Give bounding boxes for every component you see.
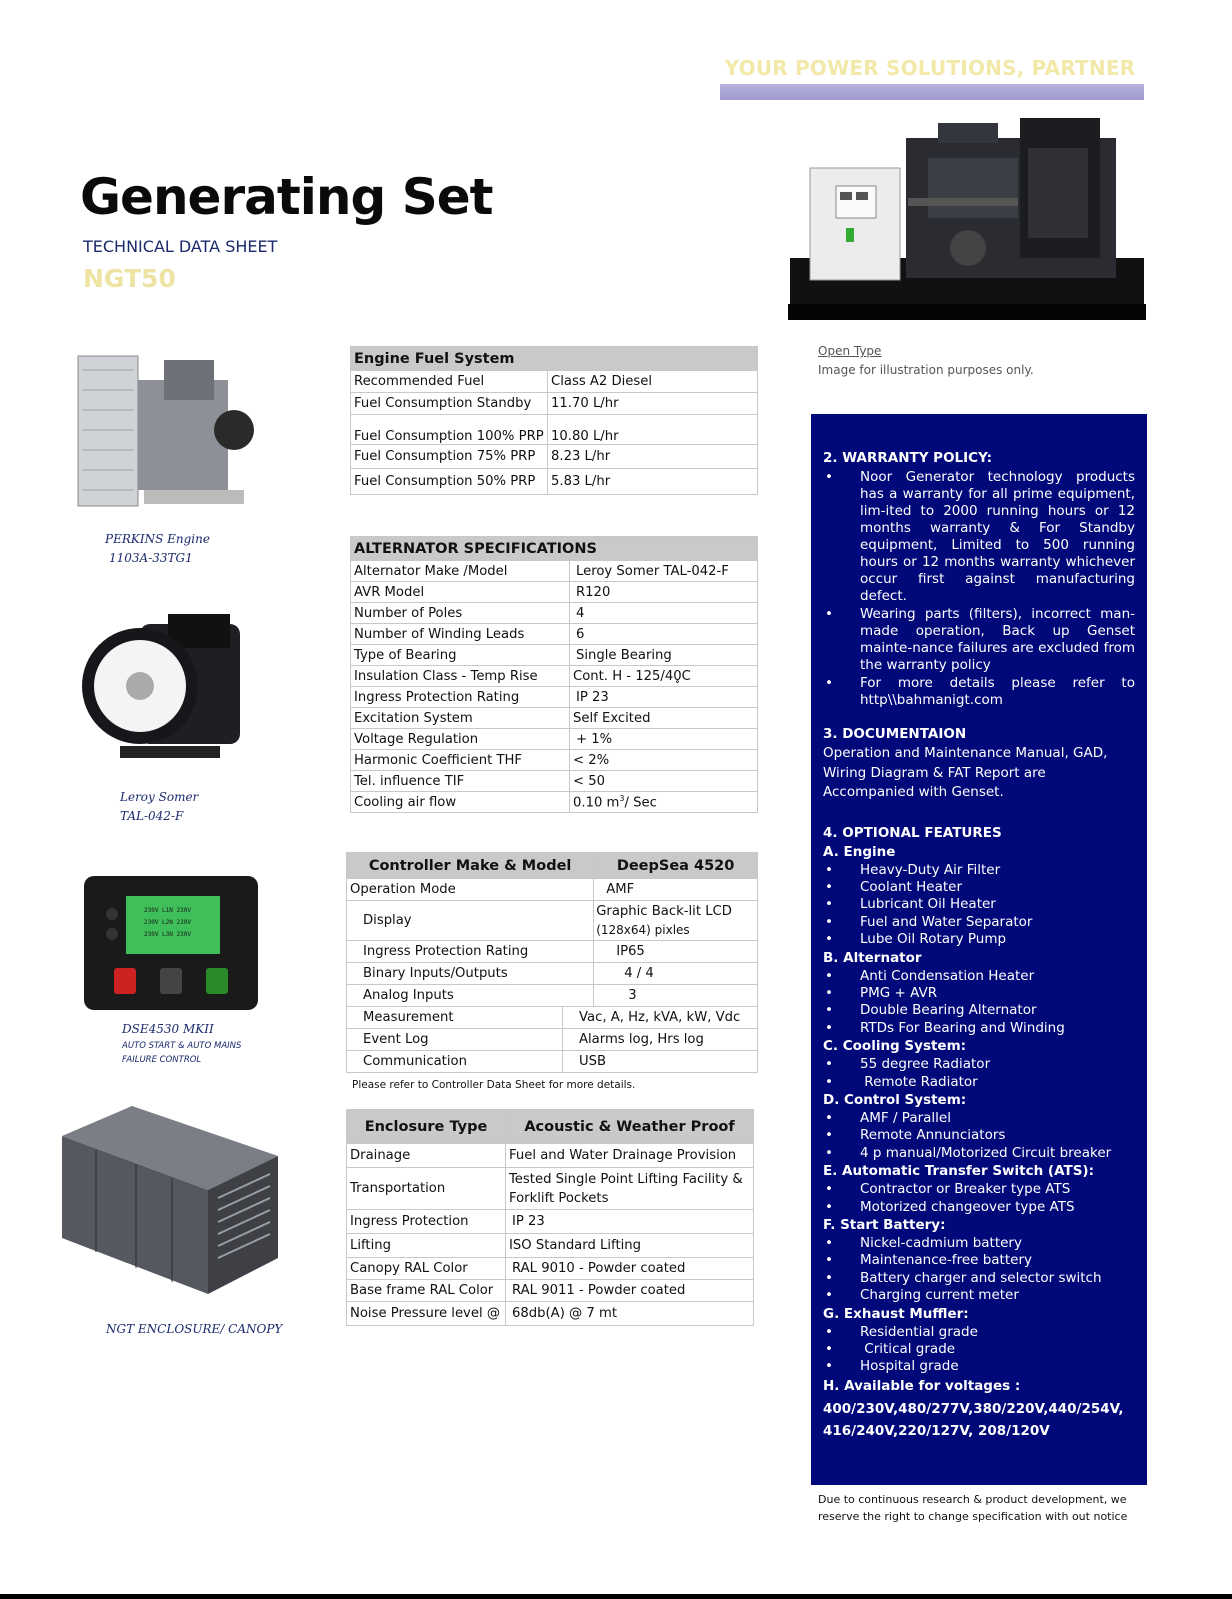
bottom-bar bbox=[0, 1594, 1232, 1599]
row-label: Noise Pressure level @ bbox=[347, 1302, 506, 1326]
row-value: Class A2 Diesel bbox=[548, 371, 758, 393]
list-item: • PMG + AVR bbox=[823, 985, 1135, 1002]
transport-value-line1: Tested Single Point Lifting Facility & bbox=[509, 1171, 743, 1187]
list-item: • Battery charger and selector switch bbox=[823, 1270, 1135, 1287]
list-item: • 55 degree Radiator bbox=[823, 1056, 1135, 1073]
fuel-table-title: Engine Fuel System bbox=[351, 347, 758, 371]
list-item: • Motorized changeover type ATS bbox=[823, 1199, 1135, 1216]
svg-text:230V L3N 230V: 230V L3N 230V bbox=[144, 931, 191, 938]
row-label: Ingress Protection bbox=[347, 1210, 506, 1234]
row-label: Base frame RAL Color bbox=[347, 1280, 506, 1302]
group-title: F. Start Battery: bbox=[823, 1217, 946, 1233]
row-value: 11.70 L/hr bbox=[548, 393, 758, 415]
list-item: • Anti Condensation Heater bbox=[823, 968, 1135, 985]
display-value-line1: Graphic Back-lit LCD bbox=[596, 903, 732, 919]
row-label: Excitation System bbox=[351, 708, 570, 729]
alternator-caption-line2: TAL-042-F bbox=[120, 809, 184, 823]
table-row bbox=[351, 687, 758, 708]
warranty-list bbox=[823, 469, 1135, 709]
row-value: 4 bbox=[570, 603, 758, 624]
row-value: 5.83 L/hr bbox=[548, 469, 758, 495]
list-item: • 4 p manual/Motorized Circuit breaker bbox=[823, 1145, 1135, 1162]
table-row bbox=[351, 771, 758, 792]
table-row bbox=[351, 582, 758, 603]
controller-note: Please refer to Controller Data Sheet for more details. bbox=[352, 1079, 636, 1091]
list-item: • Wearing parts (filters), incorrect man-made operation, Back up Genset mainte-nance failures are excluded from the warranty policy bbox=[823, 606, 1135, 674]
table-row bbox=[347, 985, 758, 1007]
row-value: Leroy Somer TAL-042-F bbox=[570, 561, 758, 582]
table-row bbox=[347, 963, 758, 985]
row-value: Fuel and Water Drainage Provision bbox=[506, 1144, 754, 1168]
row-label: AVR Model bbox=[351, 582, 570, 603]
table-row bbox=[351, 792, 758, 813]
row-label: Tel. influence TIF bbox=[351, 771, 570, 792]
row-label: Recommended Fuel bbox=[351, 371, 548, 393]
warranty-title: 2. WARRANTY POLICY: bbox=[823, 450, 993, 466]
row-value: R120 bbox=[570, 582, 758, 603]
row-label: Event Log bbox=[347, 1029, 563, 1051]
controller-caption-line1: DSE4530 MKII bbox=[122, 1022, 214, 1036]
optional-features-title: 4. OPTIONAL FEATURES bbox=[823, 824, 1002, 841]
row-label: Type of Bearing bbox=[351, 645, 570, 666]
enclosure-head-value: Acoustic & Weather Proof bbox=[506, 1110, 754, 1144]
row-value: IP 23 bbox=[506, 1210, 754, 1234]
group-title: A. Engine bbox=[823, 843, 896, 860]
row-label: Transportation bbox=[347, 1168, 506, 1210]
row-label: Communication bbox=[347, 1051, 563, 1073]
list-item: • Heavy-Duty Air Filter bbox=[823, 862, 1135, 879]
row-label: Ingress Protection Rating bbox=[347, 941, 594, 963]
engine-caption-line2: 1103A-33TG1 bbox=[109, 551, 193, 565]
table-header-row bbox=[351, 537, 758, 561]
row-label: Insulation Class - Temp Rise bbox=[351, 666, 570, 687]
table-row bbox=[347, 941, 758, 963]
row-value: 10.80 L/hr bbox=[548, 415, 758, 445]
table-row bbox=[347, 1029, 758, 1051]
alternator-specifications-table bbox=[350, 536, 758, 813]
row-value: 3 bbox=[594, 985, 758, 1007]
row-value: 4 / 4 bbox=[594, 963, 758, 985]
voltages-line2: 416/240V,220/127V, 208/120V bbox=[823, 1422, 1050, 1439]
row-label: Fuel Consumption 75% PRP bbox=[351, 445, 548, 469]
controller-head-label: Controller Make & Model bbox=[347, 853, 594, 879]
list-item: • Hospital grade bbox=[823, 1358, 1135, 1375]
row-label: Fuel Consumption 100% PRP bbox=[351, 415, 548, 445]
row-label: Analog Inputs bbox=[347, 985, 594, 1007]
list-item: • Critical grade bbox=[823, 1341, 1135, 1358]
table-row bbox=[347, 1210, 754, 1234]
row-label: Cooling air flow bbox=[351, 792, 570, 813]
alternator-caption bbox=[120, 788, 198, 826]
row-label: Operation Mode bbox=[347, 879, 594, 901]
engine-caption bbox=[105, 530, 210, 568]
list-item: • Contractor or Breaker type ATS bbox=[823, 1181, 1135, 1198]
enclosure-caption-line1: NGT ENCLOSURE/ CANOPY bbox=[106, 1322, 283, 1336]
group-title: D. Control System: bbox=[823, 1091, 967, 1108]
alternator-image bbox=[80, 614, 256, 764]
list-item: • For more details please refer to http\\bahmanigt.com bbox=[823, 675, 1135, 709]
svg-text:230V L1N 230V: 230V L1N 230V bbox=[144, 907, 191, 914]
footer-note: Due to continuous research & product development, we reserve the right to change specification with out notice bbox=[818, 1493, 1128, 1523]
row-label: Alternator Make /Model bbox=[351, 561, 570, 582]
row-label: Ingress Protection Rating bbox=[351, 687, 570, 708]
table-row bbox=[347, 1051, 758, 1073]
row-label: Harmonic Coefficient THF bbox=[351, 750, 570, 771]
optional-features bbox=[823, 843, 1135, 1442]
table-row bbox=[347, 1007, 758, 1029]
tagline: YOUR POWER SOLUTIONS, PARTNER bbox=[724, 56, 1136, 80]
enclosure-canopy-image bbox=[56, 1098, 282, 1304]
list-item: • AMF / Parallel bbox=[823, 1110, 1135, 1127]
enclosure-caption bbox=[106, 1320, 282, 1339]
documentation-title: 3. DOCUMENTAION bbox=[823, 726, 967, 742]
row-value: Self Excited bbox=[570, 708, 758, 729]
voltages-line1: 400/230V,480/277V,380/220V,440/254V, bbox=[823, 1400, 1124, 1417]
row-label: Binary Inputs/Outputs bbox=[347, 963, 594, 985]
table-row bbox=[351, 469, 758, 495]
table-row bbox=[351, 603, 758, 624]
table-row bbox=[351, 666, 758, 687]
row-value: < 50 bbox=[570, 771, 758, 792]
row-label: Number of Winding Leads bbox=[351, 624, 570, 645]
image-caption-note: Image for illustration purposes only. bbox=[818, 363, 1034, 377]
row-value bbox=[594, 901, 758, 941]
engine-fuel-system-table bbox=[350, 346, 758, 495]
table-row bbox=[351, 393, 758, 415]
page-title: Generating Set bbox=[80, 168, 493, 226]
row-value: 8.23 L/hr bbox=[548, 445, 758, 469]
group-title: B. Alternator bbox=[823, 949, 922, 966]
svg-text:230V L2N 230V: 230V L2N 230V bbox=[144, 919, 191, 926]
row-label: Fuel Consumption 50% PRP bbox=[351, 469, 548, 495]
airflow-value: 0.10 m bbox=[573, 795, 620, 811]
table-row bbox=[351, 445, 758, 469]
row-value: 68db(A) @ 7 mt bbox=[506, 1302, 754, 1326]
table-row bbox=[347, 901, 758, 941]
table-row bbox=[347, 879, 758, 901]
row-label: Display bbox=[347, 901, 594, 941]
row-label: Number of Poles bbox=[351, 603, 570, 624]
warranty-features-panel bbox=[811, 414, 1147, 1485]
table-header-row bbox=[347, 853, 758, 879]
page-subtitle: TECHNICAL DATA SHEET bbox=[83, 237, 278, 256]
alternator-caption-line1: Leroy Somer bbox=[120, 790, 199, 804]
controller-head-value: DeepSea 4520 bbox=[594, 853, 758, 879]
airflow-unit: / Sec bbox=[624, 795, 657, 811]
transport-value-line2: Forklift Pockets bbox=[509, 1190, 609, 1206]
display-value-line2: (128x64) pixles bbox=[596, 922, 690, 937]
row-value: Single Bearing bbox=[570, 645, 758, 666]
row-value: Vac, A, Hz, kVA, kW, Vdc bbox=[563, 1007, 758, 1029]
row-value: IP 23 bbox=[570, 687, 758, 708]
table-header-row bbox=[351, 347, 758, 371]
row-label: Lifting bbox=[347, 1234, 506, 1258]
table-row bbox=[347, 1144, 754, 1168]
airflow-superscript: 3 bbox=[619, 793, 625, 803]
table-row bbox=[351, 645, 758, 666]
row-value: AMF bbox=[594, 879, 758, 901]
row-value bbox=[506, 1168, 754, 1210]
list-item: • Lubricant Oil Heater bbox=[823, 896, 1135, 913]
row-label: Fuel Consumption Standby bbox=[351, 393, 548, 415]
list-item: • Noor Generator technology products has a warranty for all prime equipment, lim-ited to 2000 running hours or 12 months warranty & For Standby equipment, Limited to 500 running hours or 12 months warranty whichever occur first against manufacturing defect. bbox=[823, 469, 1135, 605]
row-label: Measurement bbox=[347, 1007, 563, 1029]
row-value: Alarms log, Hrs log bbox=[563, 1029, 758, 1051]
table-row bbox=[351, 708, 758, 729]
voltages-title: H. Available for voltages : bbox=[823, 1377, 1021, 1394]
list-item: • RTDs For Bearing and Winding bbox=[823, 1020, 1135, 1037]
genset-open-type-image bbox=[788, 108, 1148, 330]
list-item: • Residential grade bbox=[823, 1324, 1135, 1341]
table-row bbox=[347, 1258, 754, 1280]
list-item: • Charging current meter bbox=[823, 1287, 1135, 1304]
table-row bbox=[351, 415, 758, 445]
row-value: + 1% bbox=[570, 729, 758, 750]
row-value: ISO Standard Lifting bbox=[506, 1234, 754, 1258]
row-label: Drainage bbox=[347, 1144, 506, 1168]
table-row bbox=[351, 371, 758, 393]
row-value bbox=[570, 792, 758, 813]
group-title: G. Exhaust Muffler: bbox=[823, 1305, 969, 1322]
list-item: • Coolant Heater bbox=[823, 879, 1135, 896]
table-header-row bbox=[347, 1110, 754, 1144]
engine-caption-line1: PERKINS Engine bbox=[105, 532, 210, 546]
list-item: • Maintenance-free battery bbox=[823, 1252, 1135, 1269]
table-row bbox=[347, 1302, 754, 1326]
row-label: Canopy RAL Color bbox=[347, 1258, 506, 1280]
documentation-text: Operation and Maintenance Manual, GAD, Wiring Diagram & FAT Report are Accompanied with Genset. bbox=[823, 745, 1108, 800]
controller-caption-line3: FAILURE CONTROL bbox=[122, 1055, 202, 1065]
image-caption-type: Open Type bbox=[818, 344, 882, 358]
row-value: RAL 9011 - Powder coated bbox=[506, 1280, 754, 1302]
row-label: Voltage Regulation bbox=[351, 729, 570, 750]
table-row bbox=[347, 1234, 754, 1258]
controller-caption-line2: AUTO START & AUTO MAINS bbox=[122, 1041, 242, 1051]
perkins-engine-image bbox=[74, 350, 256, 518]
row-value: RAL 9010 - Powder coated bbox=[506, 1258, 754, 1280]
row-value: USB bbox=[563, 1051, 758, 1073]
list-item: • Remote Annunciators bbox=[823, 1127, 1135, 1144]
row-value: Cont. H - 125/40̥C bbox=[570, 666, 758, 687]
row-value: < 2% bbox=[570, 750, 758, 771]
list-item: • Remote Radiator bbox=[823, 1074, 1135, 1091]
list-item: • Double Bearing Alternator bbox=[823, 1002, 1135, 1019]
group-title: C. Cooling System: bbox=[823, 1038, 967, 1055]
enclosure-table bbox=[346, 1109, 754, 1326]
controller-caption bbox=[122, 1020, 241, 1067]
list-item: • Nickel-cadmium battery bbox=[823, 1235, 1135, 1252]
table-row bbox=[347, 1168, 754, 1210]
list-item: • Fuel and Water Separator bbox=[823, 914, 1135, 931]
table-row bbox=[351, 561, 758, 582]
list-item: • Lube Oil Rotary Pump bbox=[823, 931, 1135, 948]
table-row bbox=[351, 624, 758, 645]
table-row bbox=[351, 729, 758, 750]
row-value: IP65 bbox=[594, 941, 758, 963]
model-number: NGT50 bbox=[83, 264, 176, 293]
alternator-table-title: ALTERNATOR SPECIFICATIONS bbox=[351, 537, 758, 561]
controller-image bbox=[84, 876, 258, 1010]
controller-table bbox=[346, 852, 758, 1073]
group-title: E. Automatic Transfer Switch (ATS): bbox=[823, 1163, 1094, 1180]
row-value: 6 bbox=[570, 624, 758, 645]
tagline-bar bbox=[720, 84, 1144, 100]
enclosure-head-label: Enclosure Type bbox=[347, 1110, 506, 1144]
table-row bbox=[351, 750, 758, 771]
table-row bbox=[347, 1280, 754, 1302]
